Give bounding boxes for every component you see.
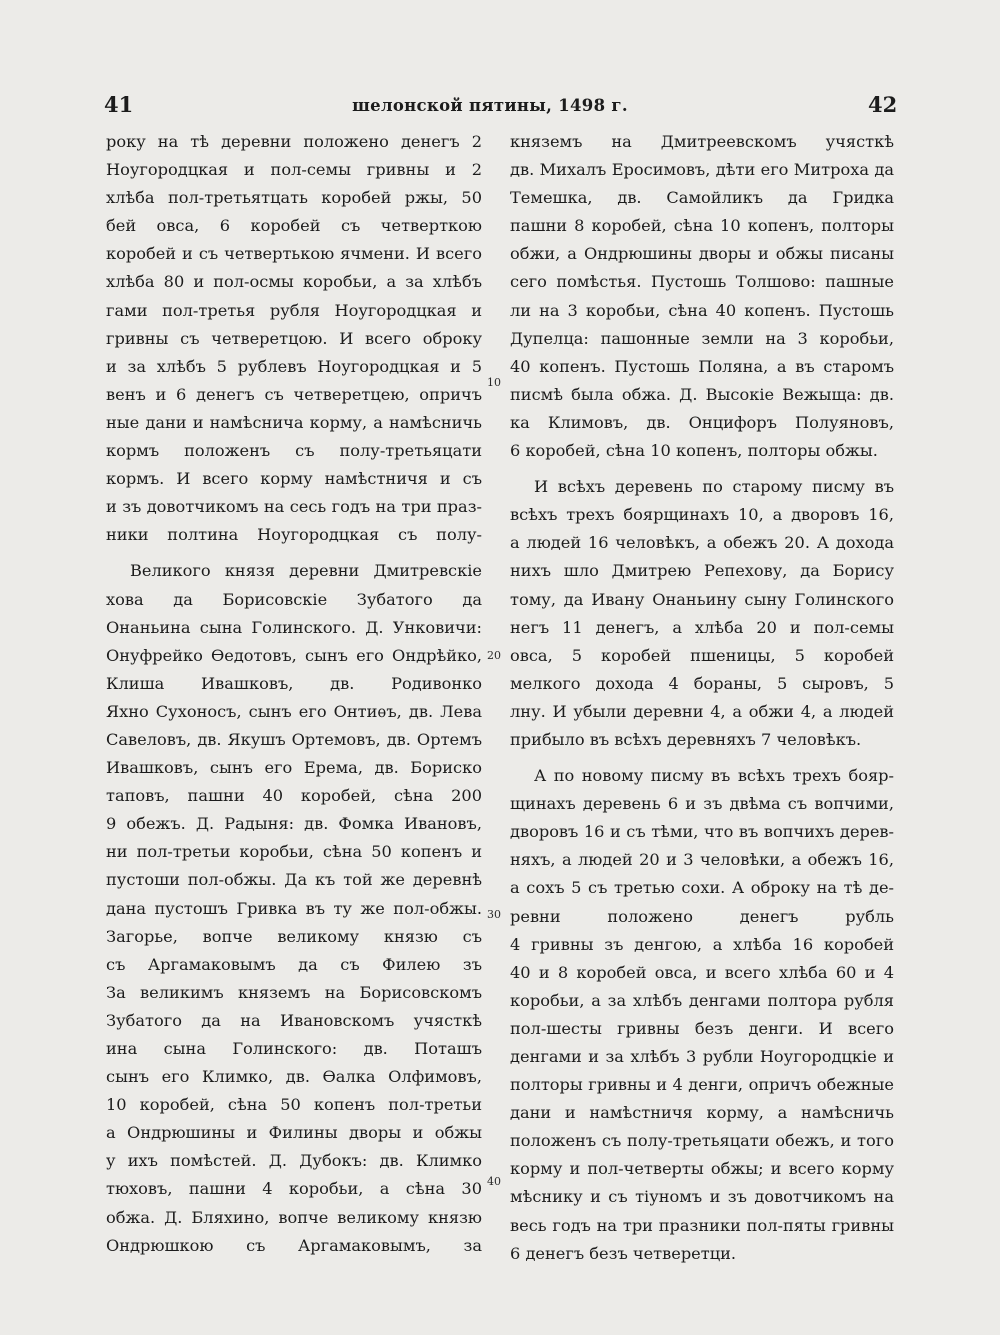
- text-line: 4 гривны зъ денгою, а хлѣба 16 коробей: [510, 934, 894, 954]
- text-line: 10 коробей, сѣна 50 копенъ пол-третьи: [106, 1095, 482, 1115]
- text-line: лну. И убыли деревни 4, а обжи 4, а людей: [510, 701, 894, 721]
- text-line: кормъ положенъ съ полу-третьяцати: [106, 441, 482, 461]
- text-line: Загорье, вопче великому князю съ: [106, 926, 482, 946]
- text-line: ина сына Голинского: дв. Поташъ: [106, 1039, 482, 1058]
- text-line: пустоши пол-обжы. Да къ той же деревнѣ: [106, 870, 482, 890]
- text-line: всѣхъ трехъ боярщинахъ 10, а дворовъ 16,: [510, 505, 894, 525]
- text-line: А по новому писму въ всѣхъ трехъ бояр-: [534, 766, 894, 786]
- text-line: дани и намѣстничя корму, а намѣсничь: [510, 1103, 894, 1123]
- text-line: писмѣ была обжа. Д. Высокіе Вежыща: дв.: [510, 384, 894, 404]
- text-line: ка Климовъ, дв. Онцифоръ Полуяновъ,: [510, 412, 894, 432]
- text-line: и за хлѣбъ 5 рублевъ Ноугородцкая и 5: [106, 356, 482, 376]
- text-line: За великимъ княземъ на Борисовскомъ: [106, 982, 482, 1002]
- text-line: нихъ шло Дмитрею Репехову, да Борису: [510, 561, 894, 581]
- text-line: 40 и 8 коробей овса, и всего хлѣба 60 и 4: [510, 962, 894, 982]
- text-line: положенъ съ полу-третьяцати обежъ, и того: [510, 1131, 894, 1151]
- text-line: пол-шесты гривны безъ денги. И всего: [510, 1018, 894, 1038]
- text-line: Дупелца: пашонные земли на 3 коробьи,: [510, 328, 894, 348]
- text-line: 6 коробей, сѣна 10 копенъ, полторы обжы.: [510, 441, 878, 461]
- line-number-marker: 40: [487, 1175, 501, 1188]
- line-number-marker: 20: [487, 649, 501, 662]
- text-line: сего помѣстья. Пустошь Толшово: пашные: [510, 272, 894, 292]
- text-line: ные дани и намѣснича корму, а намѣсничь: [106, 412, 482, 432]
- text-line: ники полтина Ноугородцкая съ полу-: [106, 525, 482, 545]
- text-line: ли на 3 коробьи, сѣна 40 копенъ. Пустошь: [510, 300, 894, 320]
- paragraph-gap: [510, 754, 894, 762]
- text-line: хлѣба пол-третьятцать коробей ржы, 50: [106, 188, 482, 208]
- text-line: Ондрюшкою съ Аргамаковымъ, за: [106, 1235, 482, 1255]
- left-text-column: [106, 128, 482, 1260]
- text-line: негъ 11 денегъ, а хлѣба 20 и пол-семы: [510, 617, 894, 637]
- text-line: няхъ, а людей 20 и 3 человѣки, а обежъ 16,: [510, 850, 894, 870]
- text-line: року на тѣ деревни положено денегъ 2: [106, 132, 482, 151]
- text-line: 9 обежъ. Д. Радыня: дв. Фомка Ивановъ,: [106, 814, 482, 834]
- text-line: щинахъ деревень 6 и зъ двѣма съ вопчими,: [510, 794, 894, 814]
- text-line: кормъ. И всего корму намѣстничя и съ: [106, 469, 482, 489]
- text-line: денгами и за хлѣбъ 3 рубли Ноугородцкіе и: [510, 1047, 894, 1066]
- text-line: бей овса, 6 коробей съ четверткою: [106, 216, 482, 236]
- text-line: мѣснику и съ тіуномъ и зъ довотчикомъ на: [510, 1187, 894, 1207]
- text-line: пашни 8 коробей, сѣна 10 копенъ, полторы: [510, 216, 894, 236]
- text-line: гривны съ четверетцою. И всего оброку: [106, 328, 482, 348]
- text-line: коробей и съ четвертькою ячмени. И всего: [106, 244, 482, 264]
- running-header-title: шелонской пятины, 1498 г.: [352, 96, 628, 115]
- text-line: таповъ, пашни 40 коробей, сѣна 200: [106, 786, 482, 806]
- text-line: корму и пол-четверты обжы; и всего корму: [510, 1159, 894, 1179]
- text-line: и зъ довотчикомъ на сесь годъ на три праз-: [106, 497, 482, 517]
- text-line: у ихъ помѣстей. Д. Дубокъ: дв. Климко: [106, 1151, 482, 1171]
- text-line: Ноугородцкая и пол-семы гривны и 2: [106, 160, 482, 180]
- right-text-column: [510, 128, 894, 1268]
- text-line: ревни положено денегъ рубль: [510, 906, 894, 926]
- text-line: Савеловъ, дв. Якушъ Ортемовъ, дв. Ортемъ: [106, 729, 482, 749]
- text-line: 40 копенъ. Пустошь Поляна, а въ старомъ: [510, 356, 894, 376]
- text-line: полторы гривны и 4 денги, опричъ обежные: [510, 1075, 894, 1095]
- text-line: сынъ его Климко, дв. Ѳалка Олфимовъ,: [106, 1067, 482, 1087]
- text-line: княземъ на Дмитреевскомъ учясткѣ: [510, 132, 894, 151]
- text-line: хлѣба 80 и пол-осмы коробьи, а за хлѣбъ: [106, 272, 482, 292]
- text-line: Великого князя деревни Дмитревскіе: [130, 561, 482, 581]
- text-line: а людей 16 человѣкъ, а обежъ 20. А дохода: [510, 533, 894, 553]
- text-line: венъ и 6 денегъ съ четверетцею, опричъ: [106, 384, 482, 404]
- text-line: тому, да Ивану Онаньину сыну Голинского: [510, 589, 894, 609]
- text-line: прибыло въ всѣхъ деревняхъ 7 человѣкъ.: [510, 729, 862, 749]
- text-line: Онаньина сына Голинского. Д. Унковичи:: [106, 617, 482, 637]
- text-line: обжа. Д. Бляхино, вопче великому князю: [106, 1207, 482, 1227]
- text-line: коробьи, а за хлѣбъ денгами полтора рубля: [510, 990, 894, 1010]
- text-line: Онуфрейко Ѳедотовъ, сынъ его Ондрѣйко,: [106, 645, 482, 665]
- page-number-right: 42: [868, 92, 898, 117]
- text-line: овса, 5 коробей пшеницы, 5 коробей: [510, 645, 894, 665]
- paragraph-gap: [106, 549, 482, 557]
- text-line: Темешка, дв. Самойликъ да Гридка: [510, 188, 894, 208]
- text-line: а Ондрюшины и Филины дворы и обжы: [106, 1123, 482, 1143]
- text-line: дв. Михалъ Еросимовъ, дѣти его Митроха да: [510, 160, 894, 180]
- line-number-marker: 30: [487, 908, 501, 921]
- text-line: Ивашковъ, сынъ его Ерема, дв. Бориско: [106, 758, 482, 778]
- text-line: ни пол-третьи коробьи, сѣна 50 копенъ и: [106, 842, 482, 862]
- text-line: И всѣхъ деревень по старому писму въ: [534, 477, 894, 497]
- page-number-left: 41: [104, 92, 134, 117]
- text-line: Яхно Сухоносъ, сынъ его Онтиѳъ, дв. Лева: [106, 701, 482, 721]
- text-line: дана пустошъ Гривка въ ту же пол-обжы.: [106, 898, 482, 918]
- line-number-marker: 10: [487, 376, 501, 389]
- text-line: Клиша Ивашковъ, дв. Родивонко: [106, 673, 482, 693]
- text-line: а сохъ 5 съ третью сохи. А оброку на тѣ де-: [510, 878, 894, 898]
- text-line: весь годъ на три празники пол-пяты гривны: [510, 1215, 894, 1235]
- text-line: тюховъ, пашни 4 коробьи, а сѣна 30: [106, 1179, 482, 1199]
- text-line: съ Аргамаковымъ да съ Филею зъ: [106, 954, 482, 974]
- text-line: гами пол-третья рубля Ноугородцкая и: [106, 300, 482, 320]
- text-line: обжи, а Ондрюшины дворы и обжы писаны: [510, 244, 894, 264]
- text-line: 6 денегъ безъ четверетци.: [510, 1243, 737, 1263]
- text-line: мелкого дохода 4 бораны, 5 сыровъ, 5: [510, 673, 894, 693]
- text-line: дворовъ 16 и съ тѣми, что въ вопчихъ дерев-: [510, 822, 894, 842]
- text-line: Зубатого да на Ивановскомъ учясткѣ: [106, 1010, 482, 1030]
- paragraph-gap: [510, 465, 894, 473]
- text-line: хова да Борисовскіе Зубатого да: [106, 589, 482, 609]
